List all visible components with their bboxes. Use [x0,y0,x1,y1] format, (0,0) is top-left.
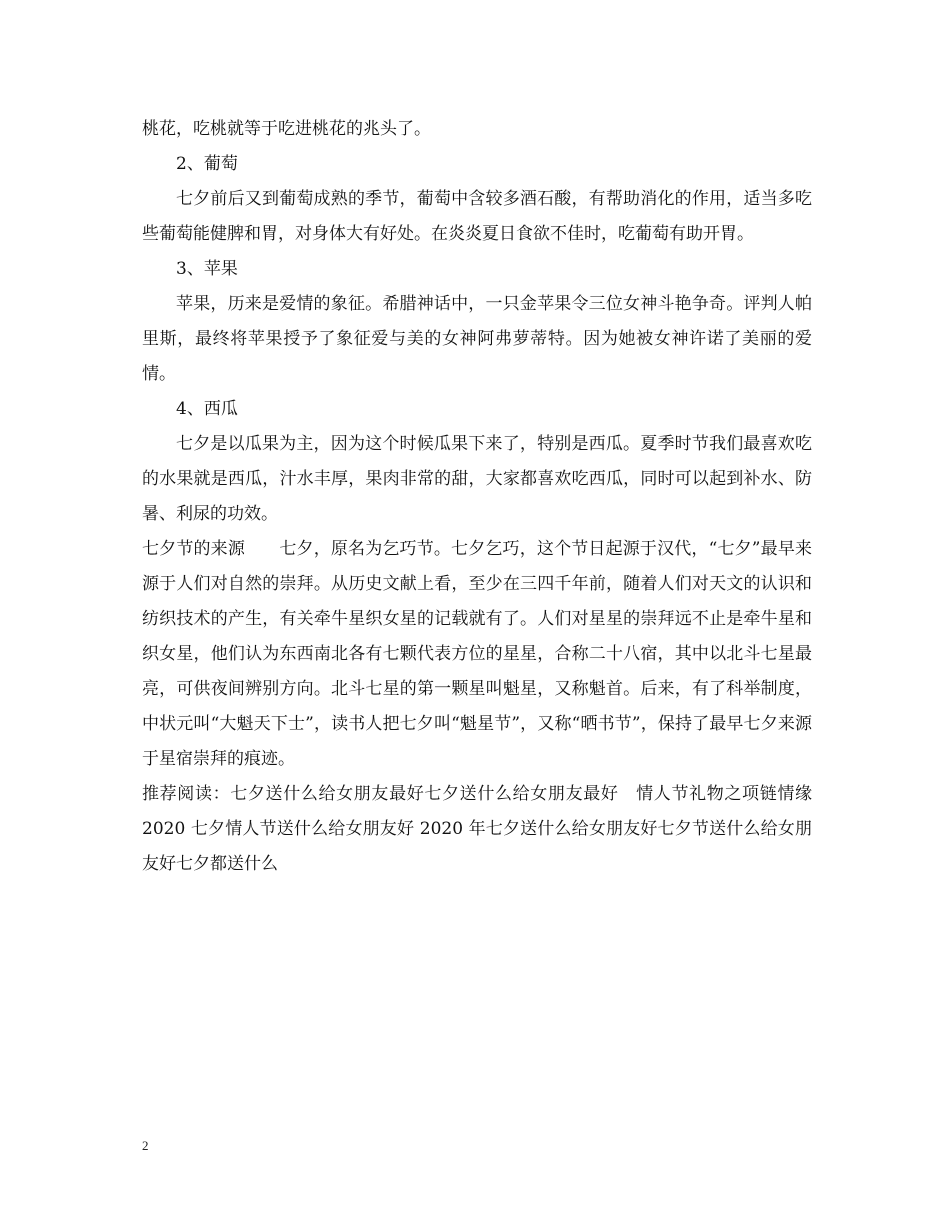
heading-grape: 2、葡萄 [176,154,238,174]
document-body [142,112,812,882]
paragraph-recommended-reading: 推荐阅读：七夕送什么给女朋友最好七夕送什么给女朋友最好 情人节礼物之项链情缘 2020 七夕情人节送什么给女朋友好 2020 年七夕送什么给女朋友好七夕节送什么给女朋友好七夕都送什么 [142,784,812,874]
paragraph-peach-continued: 桃花，吃桃就等于吃进桃花的兆头了。 [142,119,431,139]
heading-watermelon: 4、西瓜 [176,399,238,419]
paragraph-qixi-origin: 七夕节的来源 七夕，原名为乞巧节。七夕乞巧，这个节日起源于汉代，“七夕”最早来源于人们对自然的崇拜。从历史文献上看，至少在三四千年前，随着人们对天文的认识和纺织技术的产生，有关牵牛星织女星的记载就有了。人们对星星的崇拜远不止是牵牛星和织女星，他们认为东西南北各有七颗代表方位的星星，合称二十八宿，其中以北斗七星最亮，可供夜间辨别方向。北斗七星的第一颗星叫魁星，又称魁首。后来，有了科举制度，中状元叫“大魁天下士”，读书人把七夕叫“魁星节”，又称“晒书节”，保持了最早七夕来源于星宿崇拜的痕迹。 [142,539,812,769]
paragraph-grape: 七夕前后又到葡萄成熟的季节，葡萄中含较多酒石酸，有帮助消化的作用，适当多吃些葡萄能健脾和胃，对身体大有好处。在炎炎夏日食欲不佳时，吃葡萄有助开胃。 [142,189,812,244]
page-number: 2 [142,1138,149,1153]
paragraph-watermelon: 七夕是以瓜果为主，因为这个时候瓜果下来了，特别是西瓜。夏季时节我们最喜欢吃的水果就是西瓜，汁水丰厚，果肉非常的甜，大家都喜欢吃西瓜，同时可以起到补水、防暑、利尿的功效。 [142,434,812,524]
heading-apple: 3、苹果 [176,259,238,279]
paragraph-apple: 苹果，历来是爱情的象征。希腊神话中，一只金苹果令三位女神斗艳争奇。评判人帕里斯，最终将苹果授予了象征爱与美的女神阿弗萝蒂特。因为她被女神许诺了美丽的爱情。 [142,294,812,384]
